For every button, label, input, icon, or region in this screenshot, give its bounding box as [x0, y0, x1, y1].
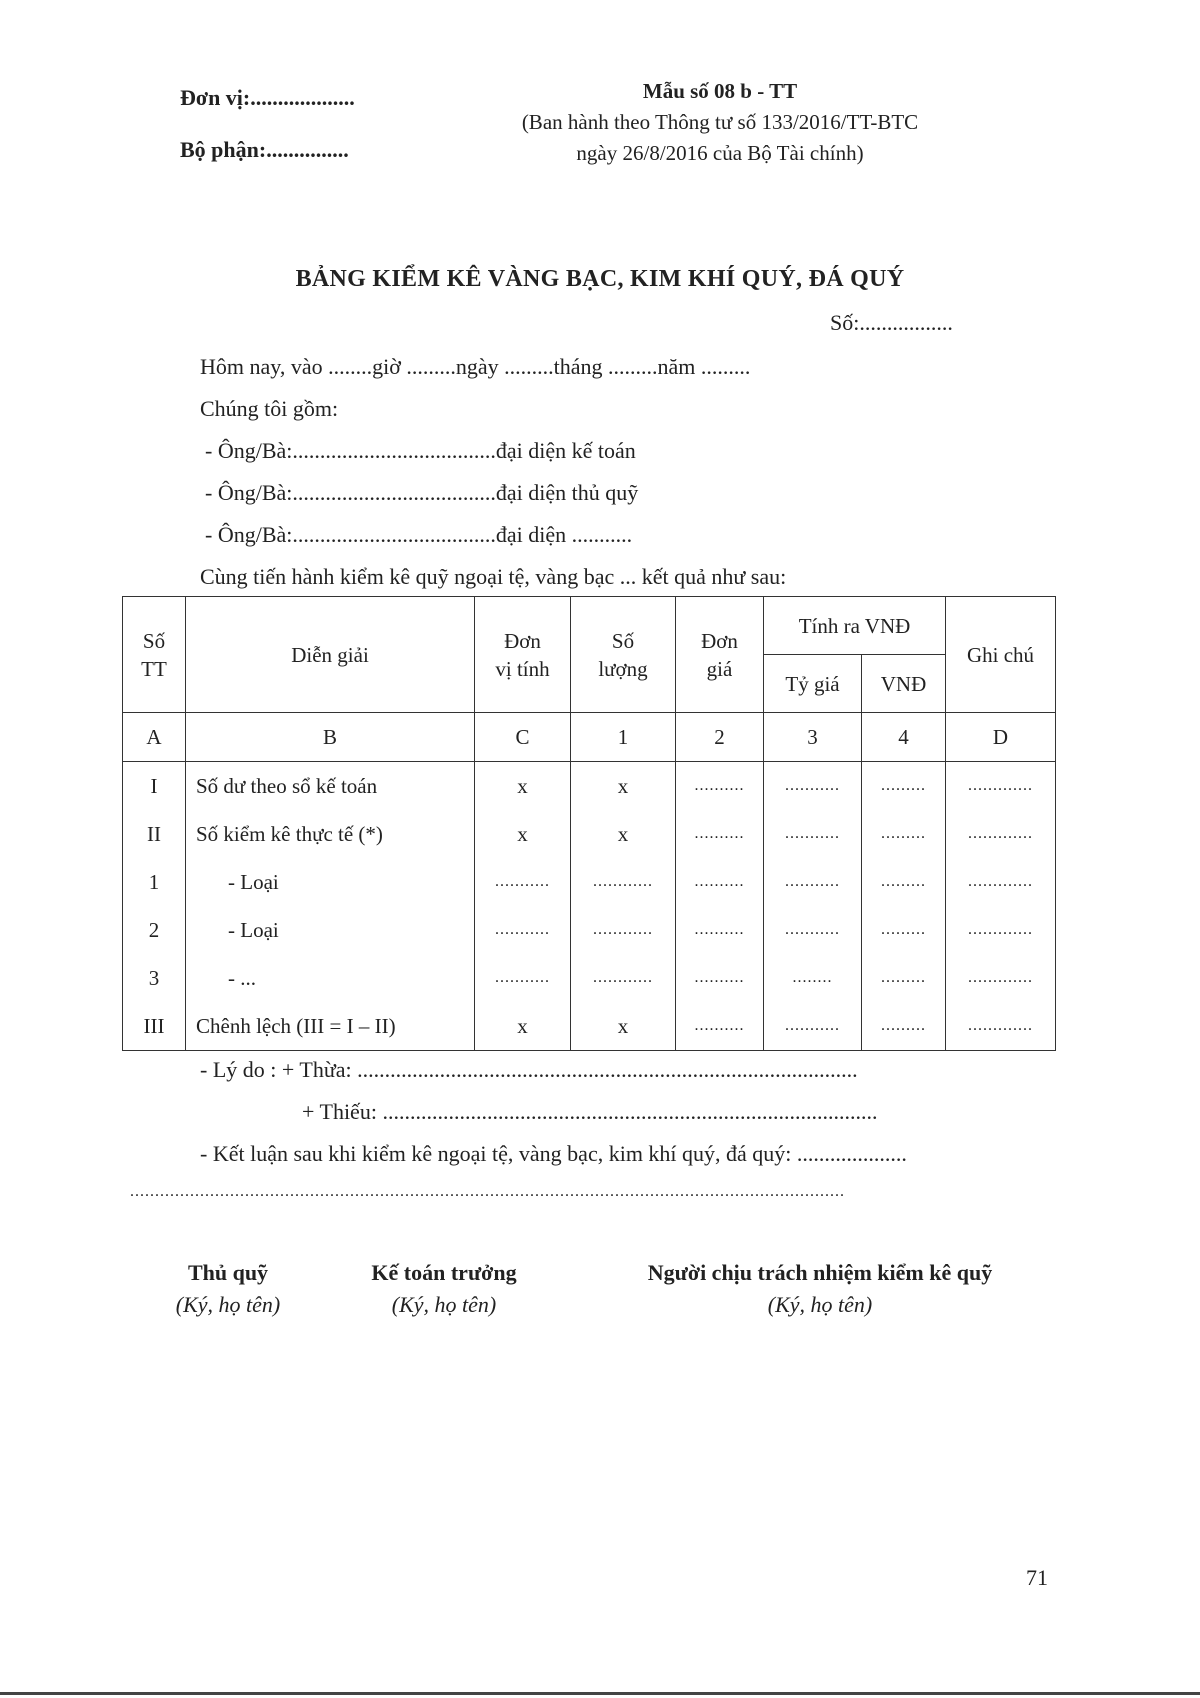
- cell-note: .............: [946, 1002, 1056, 1051]
- cell-vnd: .........: [862, 762, 946, 811]
- cell-unit: x: [475, 810, 571, 858]
- cell-unit: x: [475, 1002, 571, 1051]
- cell-quantity: ............: [571, 906, 676, 954]
- cell-quantity: ............: [571, 954, 676, 1002]
- cell-stt: 1: [123, 858, 186, 906]
- cell-unit-price: ..........: [676, 954, 764, 1002]
- cell-unit-price: ..........: [676, 906, 764, 954]
- header-note: Ghi chú: [946, 597, 1056, 713]
- cell-unit-price: ..........: [676, 810, 764, 858]
- cell-stt: 3: [123, 954, 186, 1002]
- signature-subtitle: (Ký, họ tên): [175, 1292, 281, 1317]
- signature-title: Thủ quỹ: [187, 1260, 269, 1285]
- issued-by-line-2: ngày 26/8/2016 của Bộ Tài chính): [576, 141, 864, 165]
- table-row: [123, 858, 1056, 906]
- column-letter: C: [475, 713, 571, 762]
- inventory-table: [122, 596, 1056, 1051]
- signature-cashier: [128, 1260, 328, 1318]
- cell-exchange-rate: ...........: [764, 858, 862, 906]
- header-vnd-group: Tính ra VNĐ: [764, 597, 946, 655]
- members-heading: Chúng tôi gồm:: [200, 396, 339, 421]
- column-letter: A: [123, 713, 186, 762]
- cell-exchange-rate: ...........: [764, 906, 862, 954]
- member-cashier: - Ông/Bà:.....................................đại diện thủ quỹ: [205, 480, 639, 505]
- document-number: Số:.................: [830, 310, 953, 335]
- column-letter: 2: [676, 713, 764, 762]
- header-description: Diễn giải: [186, 597, 475, 713]
- page-number: 71: [1026, 1565, 1048, 1590]
- cell-description: - Loại: [186, 858, 475, 906]
- table-row: [123, 1002, 1056, 1051]
- column-letter: D: [946, 713, 1056, 762]
- signature-title: Người chịu trách nhiệm kiểm kê quỹ: [647, 1260, 993, 1285]
- cell-stt: III: [123, 1002, 186, 1051]
- cell-unit-price: ..........: [676, 1002, 764, 1051]
- cell-description: - Loại: [186, 906, 475, 954]
- scan-edge-divider: [0, 1692, 1200, 1695]
- cell-stt: I: [123, 762, 186, 811]
- cell-stt: 2: [123, 906, 186, 954]
- header-quantity: Số lượng: [571, 597, 676, 713]
- cell-vnd: .........: [862, 906, 946, 954]
- header-stt: Số TT: [123, 597, 186, 713]
- cell-exchange-rate: ...........: [764, 762, 862, 811]
- result-line: Cùng tiến hành kiểm kê quỹ ngoại tệ, vàng bạc ... kết quả như sau:: [200, 564, 787, 589]
- column-letter-row: [123, 713, 1056, 762]
- cell-exchange-rate: ...........: [764, 810, 862, 858]
- table-row: [123, 810, 1056, 858]
- conclusion-continuation: ...............................................................................................................................................: [130, 1183, 845, 1200]
- header-unit-price: Đơn giá: [676, 597, 764, 713]
- cell-description: Chênh lệch (III = I – II): [186, 1002, 475, 1051]
- cell-vnd: .........: [862, 954, 946, 1002]
- cell-unit: ...........: [475, 954, 571, 1002]
- signature-chief-accountant: [334, 1260, 554, 1318]
- member-other: - Ông/Bà:.....................................đại diện ...........: [205, 522, 633, 547]
- cell-description: - ...: [186, 954, 475, 1002]
- column-letter: 1: [571, 713, 676, 762]
- cell-unit: x: [475, 762, 571, 811]
- cell-quantity: ............: [571, 858, 676, 906]
- table-row: [123, 954, 1056, 1002]
- table-row: [123, 906, 1056, 954]
- signature-subtitle: (Ký, họ tên): [391, 1292, 497, 1317]
- cell-unit-price: ..........: [676, 858, 764, 906]
- cell-note: .............: [946, 954, 1056, 1002]
- form-number: Mẫu số 08 b - TT: [642, 79, 798, 103]
- table-row: [123, 762, 1056, 811]
- header-vnd: VNĐ: [862, 655, 946, 713]
- cell-description: Số dư theo sổ kế toán: [186, 762, 475, 811]
- cell-note: .............: [946, 810, 1056, 858]
- cell-quantity: x: [571, 810, 676, 858]
- column-letter: 4: [862, 713, 946, 762]
- cell-note: .............: [946, 906, 1056, 954]
- member-accountant: - Ông/Bà:.....................................đại diện kế toán: [205, 438, 636, 463]
- cell-note: .............: [946, 762, 1056, 811]
- reason-shortage: + Thiếu: ..........................................................................................: [302, 1099, 878, 1124]
- signature-title: Kế toán trưởng: [371, 1260, 517, 1285]
- column-letter: B: [186, 713, 475, 762]
- cell-quantity: x: [571, 762, 676, 811]
- cell-unit: ...........: [475, 906, 571, 954]
- cell-description: Số kiểm kê thực tế (*): [186, 810, 475, 858]
- cell-vnd: .........: [862, 858, 946, 906]
- conclusion-line: - Kết luận sau khi kiểm kê ngoại tệ, vàng bạc, kim khí quý, đá quý: ....................: [200, 1141, 907, 1166]
- cell-unit: ...........: [475, 858, 571, 906]
- reason-excess: - Lý do : + Thừa: ...........................................................................................: [200, 1057, 858, 1082]
- date-line: Hôm nay, vào ........giờ .........ngày .........tháng .........năm .........: [200, 354, 751, 379]
- cell-exchange-rate: ........: [764, 954, 862, 1002]
- cell-vnd: .........: [862, 810, 946, 858]
- cell-exchange-rate: ...........: [764, 1002, 862, 1051]
- issued-by-line-1: (Ban hành theo Thông tư số 133/2016/TT-BTC: [521, 110, 919, 134]
- signature-subtitle: (Ký, họ tên): [767, 1292, 873, 1317]
- cell-stt: II: [123, 810, 186, 858]
- signature-inventory-officer: [600, 1260, 1040, 1318]
- header-exchange-rate: Tỷ giá: [764, 655, 862, 713]
- unit-label: Đơn vị:...................: [180, 85, 355, 110]
- column-letter: 3: [764, 713, 862, 762]
- cell-note: .............: [946, 858, 1056, 906]
- document-title: BẢNG KIỂM KÊ VÀNG BẠC, KIM KHÍ QUÝ, ĐÁ QUÝ: [295, 266, 905, 292]
- cell-quantity: x: [571, 1002, 676, 1051]
- form-reference: [440, 76, 1000, 169]
- cell-vnd: .........: [862, 1002, 946, 1051]
- header-unit: Đơn vị tính: [475, 597, 571, 713]
- cell-unit-price: ..........: [676, 762, 764, 811]
- department-label: Bộ phận:...............: [180, 137, 349, 162]
